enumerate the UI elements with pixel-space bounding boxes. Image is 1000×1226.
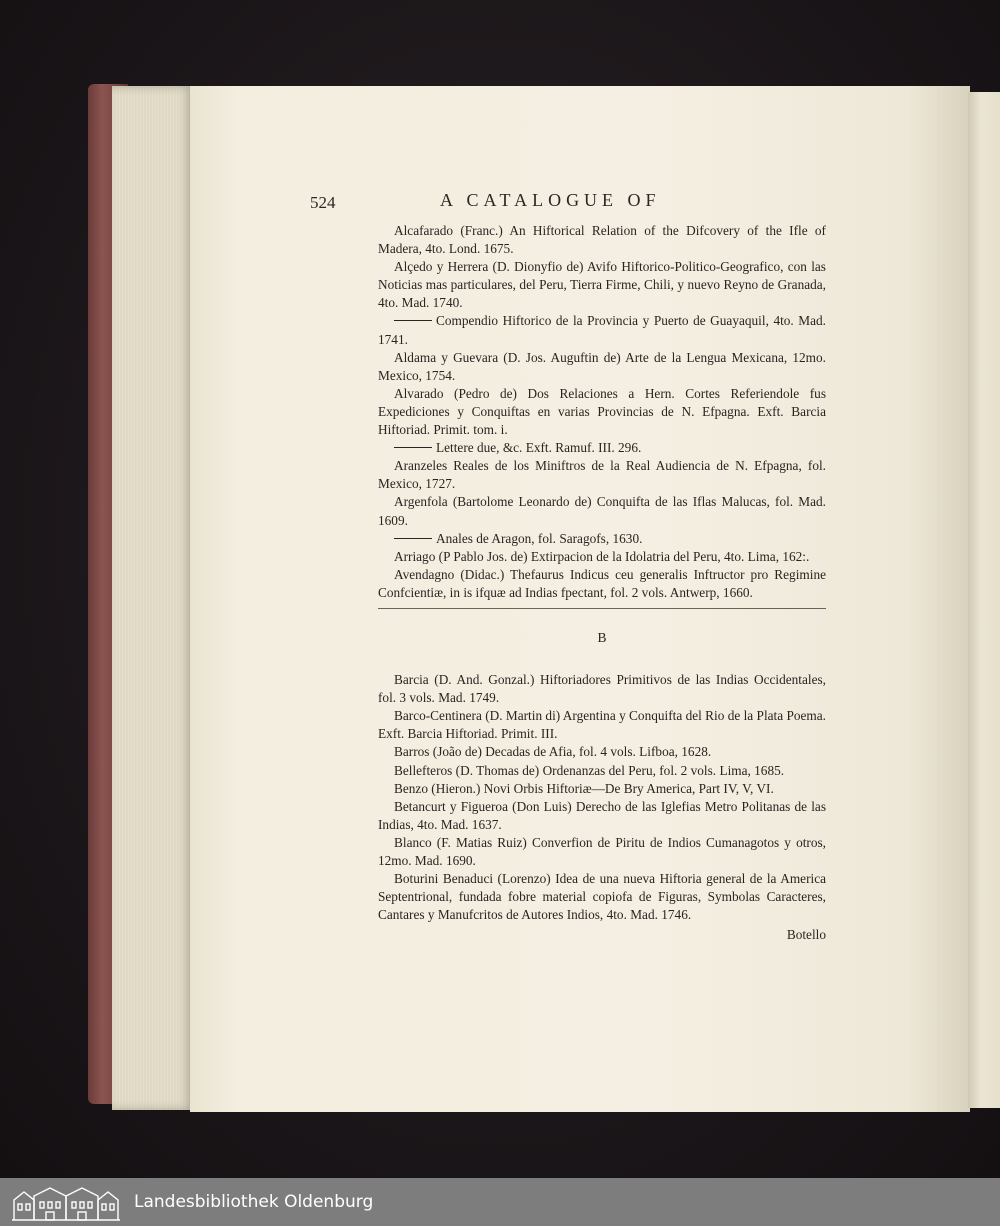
entry-text: Benzo (Hieron.) Novi Orbis Hiftoriæ—De Bry America, Part IV, V, VI. [394, 780, 774, 796]
entry-text: Avendagno (Didac.) Thefaurus Indicus ceu generalis Inftructor pro Regimine Confcientiæ, in is ifquæ ad Indias fpectant, fol. 2 vols. Antwerp, 1660. [378, 566, 826, 600]
catalogue-entry [378, 566, 826, 602]
catalogue-entry [378, 780, 826, 798]
running-head: A CATALOGUE OF [440, 190, 661, 210]
entry-text: Alçedo y Herrera (D. Dionyfio de) Avifo Hiftorico-Politico-Geografico, con las Noticias mas particulares, del Peru, Tierra Firme, Chili, y nuevo Reyno de Granada, 4to. Mad. 1740. [378, 259, 826, 311]
entry-text: Arriago (P Pablo Jos. de) Extirpacion de la Idolatria del Peru, 4to. Lima, 162:. [394, 548, 810, 564]
catalogue-entry [378, 743, 826, 761]
entry-text: Bellefteros (D. Thomas de) Ordenanzas del Peru, fol. 2 vols. Lima, 1685. [394, 762, 785, 778]
catalogue-entry [378, 439, 826, 457]
entry-text: Compendio Hiftorico de la Provincia y Puerto de Guayaquil, 4to. Mad. 1741. [378, 313, 826, 347]
entry-text: Barros (João de) Decadas de Afia, fol. 4 vols. Lifboa, 1628. [394, 744, 712, 760]
catalogue-entry [378, 349, 826, 385]
catalogue-entry [378, 707, 826, 743]
entry-text: Aranzeles Reales de los Miniftros de la Real Audiencia de N. Efpagna, fol. Mexico, 1727. [378, 458, 826, 492]
library-building-icon [10, 1182, 122, 1222]
footer-bar [0, 1178, 1000, 1226]
catalogue-entry [378, 385, 826, 439]
catalogue-entry [378, 548, 826, 566]
catalogue-entry [378, 798, 826, 834]
section-divider [378, 608, 826, 609]
catalogue-entry [378, 457, 826, 493]
catalogue-text [378, 222, 826, 944]
catalogue-entry [378, 870, 826, 924]
facing-page-edge [968, 92, 1000, 1108]
entry-text: Alcafarado (Franc.) An Hiftorical Relation of the Difcovery of the Ifle of Madera, 4to. Lond. 1675. [378, 223, 826, 257]
catalogue-entry [378, 312, 826, 348]
entry-text: Lettere due, &c. Exft. Ramuf. III. 296. [436, 440, 642, 456]
catalogue-entry [378, 834, 826, 870]
entry-text: Boturini Benaduci (Lorenzo) Idea de una nueva Hiftoria general de la America Septentrional, fundada fobre material copiofa de Figuras, Symbolas Caracteres, Cantares y Manufcritos de Autores Indios, 4to. Mad. 1746. [378, 871, 826, 923]
catalogue-entry [378, 530, 826, 548]
catalogue-entry [378, 762, 826, 780]
catalogue-entry [378, 493, 826, 529]
ditto-dash [394, 320, 432, 321]
catalogue-entry [378, 671, 826, 707]
ditto-dash [394, 538, 432, 539]
entries-a-list [378, 222, 826, 602]
entry-text: Blanco (F. Matias Ruiz) Converfion de Piritu de Indios Cumanagotos y otros, 12mo. Mad. 1690. [378, 834, 826, 868]
library-name: Landesbibliothek Oldenburg [134, 1192, 374, 1212]
catalogue-entry [378, 258, 826, 312]
page-edges [112, 86, 194, 1110]
section-letter-b: B [597, 629, 607, 645]
entries-b-list [378, 671, 826, 924]
catalogue-entry [378, 222, 826, 258]
entry-text: Anales de Aragon, fol. Saragofs, 1630. [436, 530, 643, 546]
ditto-dash [394, 447, 432, 448]
page-number: 524 [310, 193, 336, 212]
entry-text: Aldama y Guevara (D. Jos. Auguftin de) Arte de la Lengua Mexicana, 12mo. Mexico, 1754. [378, 349, 826, 383]
entry-text: Barcia (D. And. Gonzal.) Hiftoriadores Primitivos de las Indias Occidentales, fol. 3 vols. Mad. 1749. [378, 672, 826, 706]
catchword: Botello [786, 927, 826, 943]
entry-text: Argenfola (Bartolome Leonardo de) Conquifta de las Iflas Malucas, fol. Mad. 1609. [378, 494, 826, 528]
entry-text: Barco-Centinera (D. Martin di) Argentina y Conquifta del Rio de la Plata Poema. Exft. Barcia Hiftoriad. Primit. III. [378, 708, 826, 742]
entry-text: Betancurt y Figueroa (Don Luis) Derecho de las Iglefias Metro Politanas de las Indias, 4to. Mad. 1637. [378, 798, 826, 832]
entry-text: Alvarado (Pedro de) Dos Relaciones a Hern. Cortes Referiendole fus Expediciones y Conquiftas en varias Provincias de N. Efpagna. Exft. Barcia Hiftoriad. Primit. tom. i. [378, 385, 826, 438]
